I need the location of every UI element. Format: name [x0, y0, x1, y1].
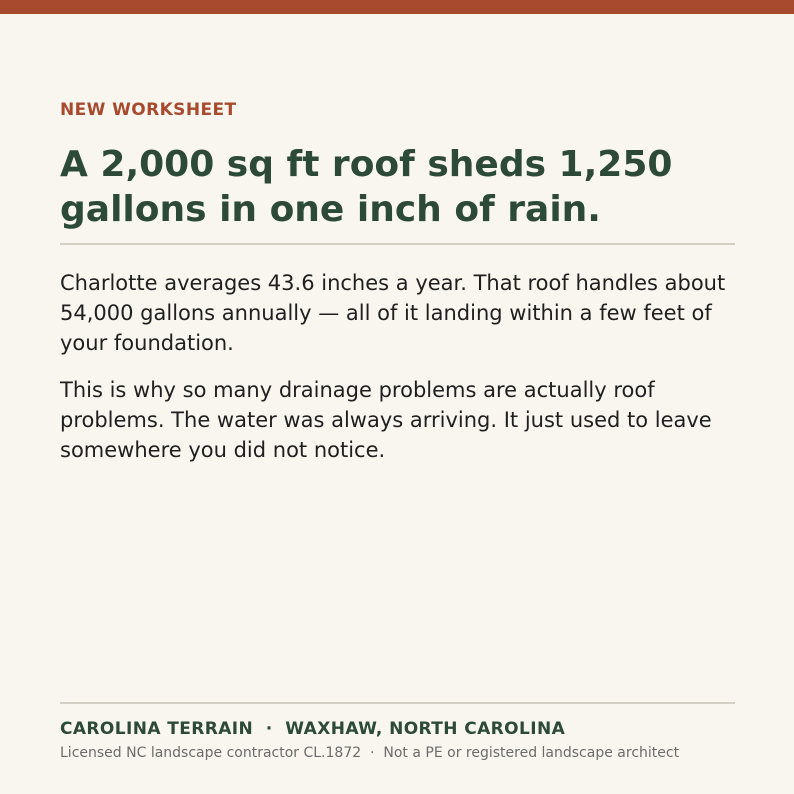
footer-brand: CAROLINA TERRAIN · WAXHAW, NORTH CAROLINA: [60, 719, 566, 739]
bottom-divider: [60, 702, 735, 704]
headline: A 2,000 sq ft roof sheds 1,250 gallons in one inch of rain.: [60, 144, 673, 230]
body-paragraph-1: Charlotte averages 43.6 inches a year. That roof handles about 54,000 gallons annually — all of it landing within a few feet of your foundation.: [60, 271, 726, 355]
eyebrow-label: NEW WORKSHEET: [60, 100, 237, 120]
top-accent-bar: [0, 0, 794, 14]
body-paragraph-2: This is why so many drainage problems are actually roof problems. The water was always arriving. It just used to leave somewhere you did not notice.: [60, 378, 712, 462]
top-divider: [60, 243, 735, 245]
footer-license-note: Licensed NC landscape contractor CL.1872 · Not a PE or registered landscape architect: [60, 745, 680, 761]
